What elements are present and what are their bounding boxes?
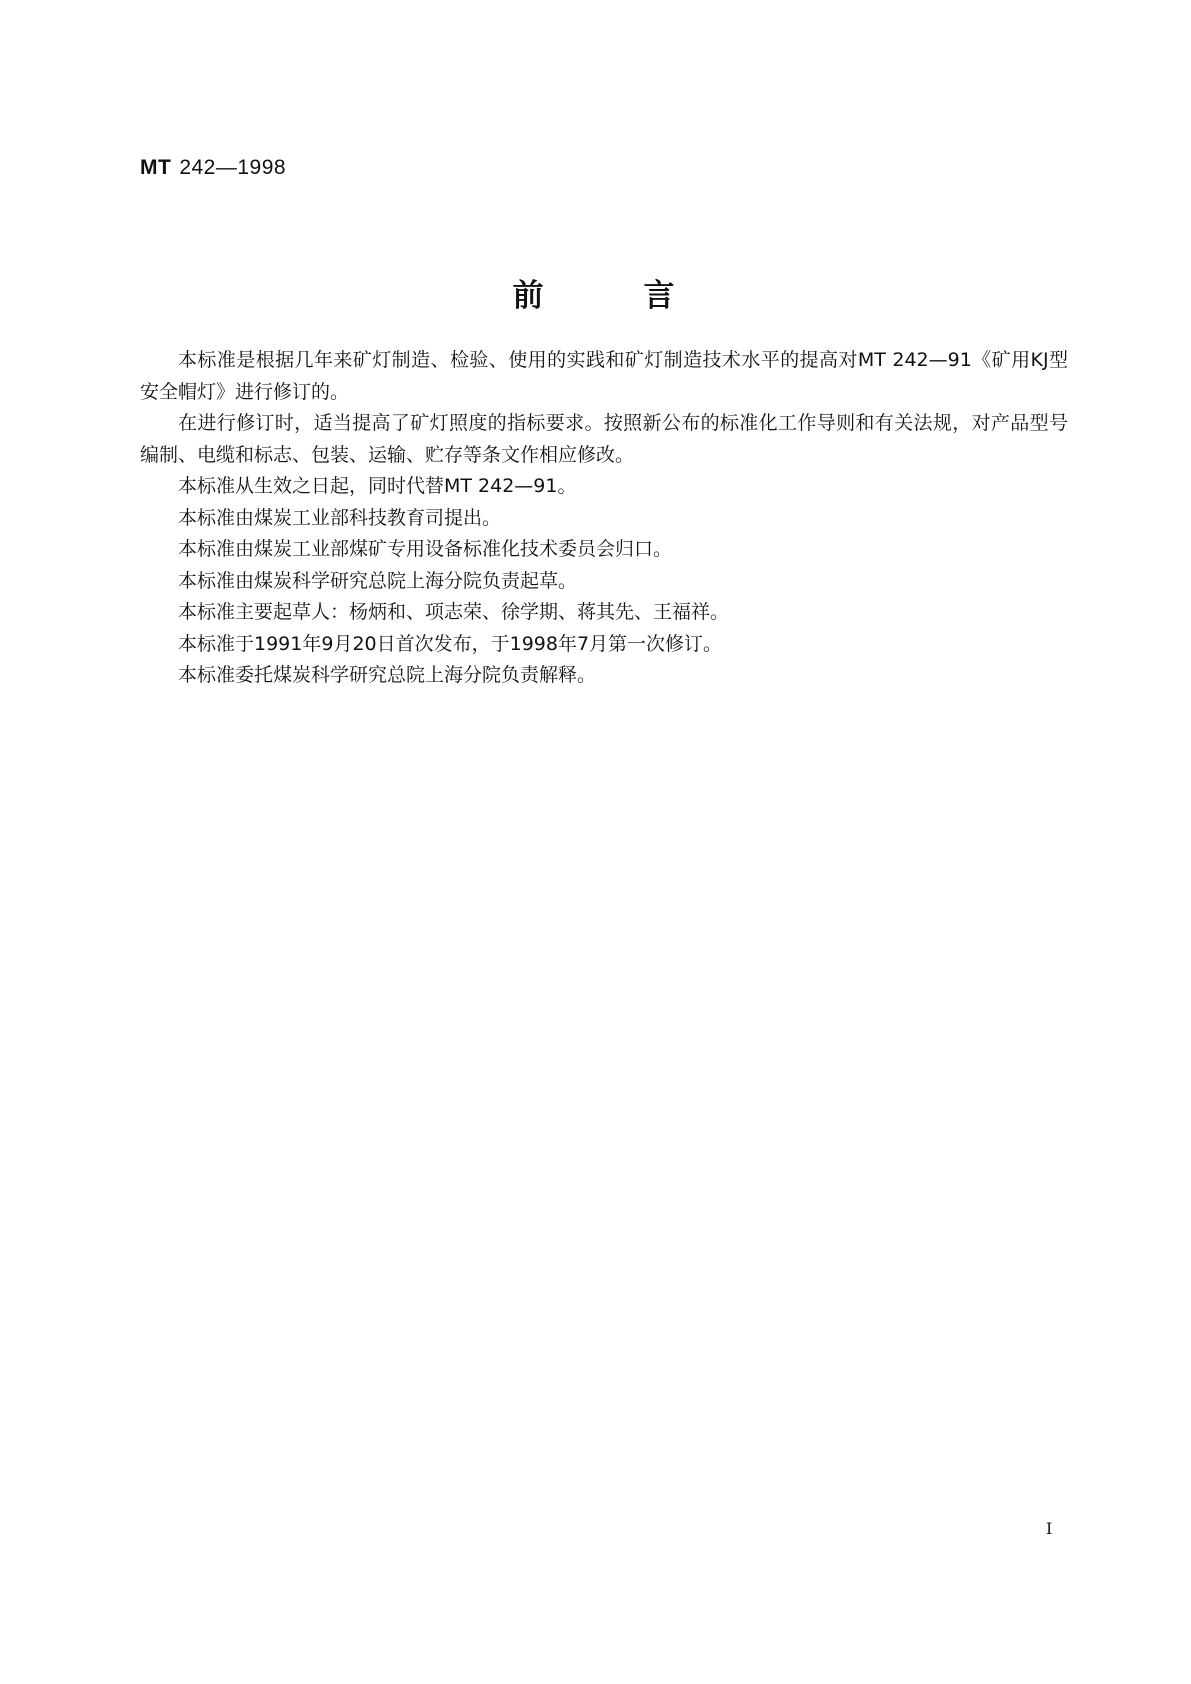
page-title [0,270,1191,315]
standard-code [140,156,286,180]
paragraph: 本标准从生效之日起，同时代替MT 242—91。 [178,475,577,497]
paragraph: 在进行修订时，适当提高了矿灯照度的指标要求。按照新公布的标准化工作导则和有关法规，对产品型号编制、电缆和标志、包装、运输、贮存等条文作相应修改。 [140,412,1068,466]
paragraph: 本标准由煤炭工业部煤矿专用设备标准化技术委员会归口。 [178,538,673,560]
paragraph: 本标准委托煤炭科学研究总院上海分院负责解释。 [178,664,597,686]
paragraph: 本标准由煤炭工业部科技教育司提出。 [178,506,502,529]
foreword-body [140,345,1068,692]
title-part-2: 言 [643,278,679,314]
paragraph: 本标准是根据几年来矿灯制造、检验、使用的实践和矿灯制造技术水平的提高对MT 242—91《矿用KJ型安全帽灯》进行修订的。 [140,349,1068,403]
paragraph: 本标准由煤炭科学研究总院上海分院负责起草。 [178,569,578,592]
standard-number: 242—1998 [179,156,287,179]
paragraph: 本标准于1991年9月20日首次发布，于1998年7月第一次修订。 [178,632,723,655]
paragraph: 本标准主要起草人：杨炳和、项志荣、徐学期、蒋其先、王福祥。 [178,601,730,623]
standard-prefix: MT [140,156,172,179]
title-part-1: 前 [512,278,548,314]
page-number: I [1046,1519,1053,1538]
